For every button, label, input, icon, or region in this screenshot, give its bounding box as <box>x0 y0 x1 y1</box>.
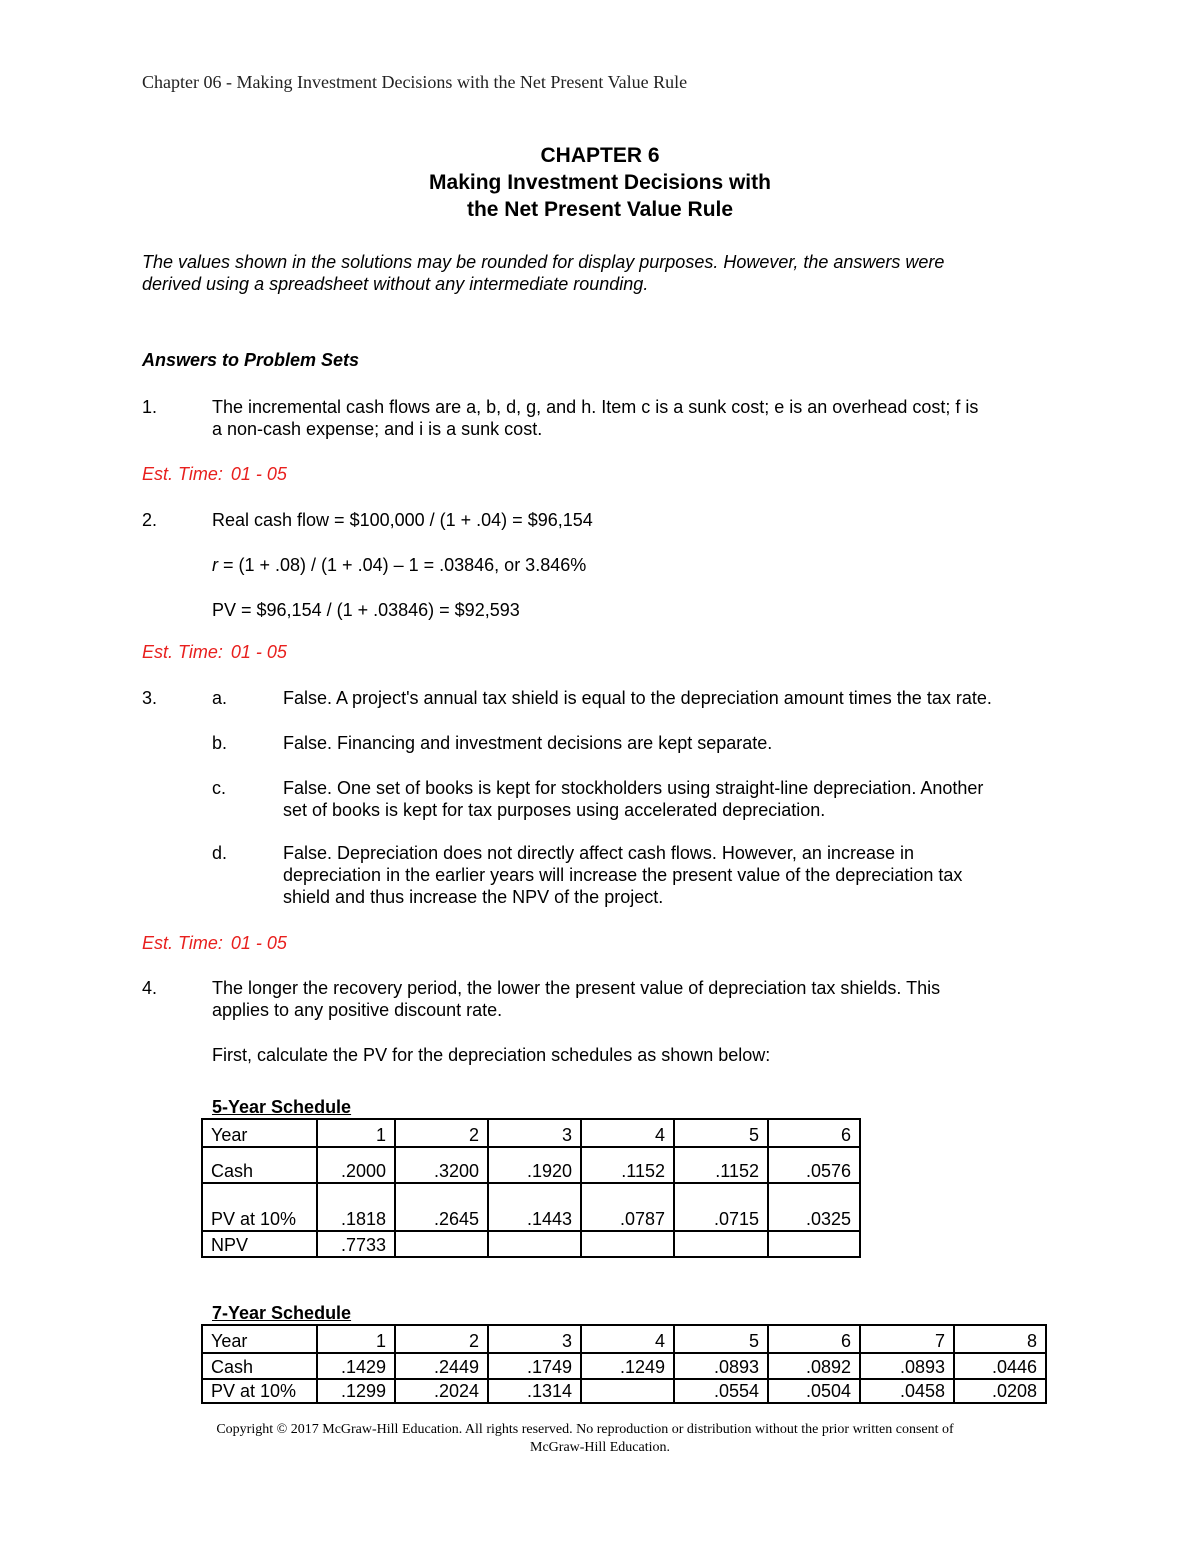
table-row <box>202 1147 860 1183</box>
section-heading: Answers to Problem Sets <box>142 350 360 370</box>
value-cell: .0504 <box>768 1379 860 1403</box>
problem-2-number: 2. <box>142 510 158 530</box>
problem-3-number: 3. <box>142 688 158 708</box>
row-label-cell: NPV <box>202 1231 317 1257</box>
value-cell: 7 <box>860 1325 954 1353</box>
value-cell: 5 <box>674 1119 768 1147</box>
table-row <box>202 1119 860 1147</box>
value-cell: .1314 <box>488 1379 581 1403</box>
est-time-1 <box>142 463 287 485</box>
value-cell: 5 <box>674 1325 768 1353</box>
value-cell: .0893 <box>674 1353 768 1379</box>
problem-1-line-2: a non-cash expense; and i is a sunk cost. <box>212 419 543 439</box>
value-cell: .1443 <box>488 1183 581 1231</box>
value-cell: .2024 <box>395 1379 488 1403</box>
problem-3a-text: False. A project's annual tax shield is equal to the depreciation amount times the tax rate. <box>283 688 992 708</box>
five-year-schedule-title: 5-Year Schedule <box>212 1097 352 1117</box>
rate-variable: r <box>212 555 218 575</box>
value-cell: 4 <box>581 1119 674 1147</box>
value-cell: 2 <box>395 1325 488 1353</box>
chapter-title <box>0 142 1200 223</box>
value-cell: 6 <box>768 1119 860 1147</box>
copyright-footer <box>0 1421 1200 1457</box>
problem-4-line-2: applies to any positive discount rate. <box>212 1000 503 1020</box>
table-row <box>202 1231 860 1257</box>
table-row <box>202 1353 1046 1379</box>
value-cell: .2449 <box>395 1353 488 1379</box>
value-cell <box>581 1379 674 1403</box>
row-label-cell: Cash <box>202 1353 317 1379</box>
value-cell: .1249 <box>581 1353 674 1379</box>
problem-4-line-1: The longer the recovery period, the lower the present value of depreciation tax shields. This <box>212 978 941 998</box>
value-cell: 6 <box>768 1325 860 1353</box>
value-cell: .1299 <box>317 1379 395 1403</box>
chapter-title-line1: Making Investment Decisions with <box>429 171 771 194</box>
est-time-label: Est. Time: <box>142 933 223 953</box>
est-time-label: Est. Time: <box>142 464 223 484</box>
est-time-value: 01 - 05 <box>230 464 287 484</box>
rounding-note <box>142 251 1062 295</box>
table-row <box>202 1325 1046 1353</box>
row-label-cell: PV at 10% <box>202 1379 317 1403</box>
table-row <box>202 1183 860 1231</box>
est-time-3 <box>142 932 287 954</box>
value-cell: .0787 <box>581 1183 674 1231</box>
problem-4-number: 4. <box>142 978 158 998</box>
value-cell: .0458 <box>860 1379 954 1403</box>
value-cell <box>488 1231 581 1257</box>
problem-3d-line-1: False. Depreciation does not directly affect cash flows. However, an increase in <box>283 843 914 863</box>
problem-3b-text: False. Financing and investment decisions are kept separate. <box>283 733 773 753</box>
value-cell: .0446 <box>954 1353 1046 1379</box>
value-cell: .1749 <box>488 1353 581 1379</box>
value-cell: .0208 <box>954 1379 1046 1403</box>
chapter-title-line2: the Net Present Value Rule <box>466 198 734 221</box>
value-cell: 4 <box>581 1325 674 1353</box>
value-cell: .3200 <box>395 1147 488 1183</box>
value-cell: .1152 <box>674 1147 768 1183</box>
value-cell: .1152 <box>581 1147 674 1183</box>
value-cell <box>674 1231 768 1257</box>
seven-year-schedule-title: 7-Year Schedule <box>212 1303 352 1323</box>
est-time-2 <box>142 641 287 663</box>
value-cell: 1 <box>317 1325 395 1353</box>
value-cell: 3 <box>488 1119 581 1147</box>
value-cell: .0325 <box>768 1183 860 1231</box>
problem-3c-text <box>283 777 1063 821</box>
row-label-cell: Cash <box>202 1147 317 1183</box>
value-cell: .0576 <box>768 1147 860 1183</box>
note-line-1: The values shown in the solutions may be rounded for display purposes. However, the answers were <box>142 252 945 272</box>
problem-2-line-2 <box>212 554 1062 576</box>
problem-3c-letter: c. <box>212 778 227 798</box>
problem-3d-line-3: shield and thus increase the NPV of the project. <box>283 887 664 907</box>
problem-1-number: 1. <box>142 397 158 417</box>
value-cell: 3 <box>488 1325 581 1353</box>
value-cell: .7733 <box>317 1231 395 1257</box>
problem-3d-line-2: depreciation in the earlier years will increase the present value of the depreciation tax <box>283 865 963 885</box>
problem-3d-letter: d. <box>212 843 228 863</box>
copyright-line-2: McGraw-Hill Education. <box>530 1440 670 1455</box>
copyright-line-1: Copyright © 2017 McGraw-Hill Education. All rights reserved. No reproduction or distribution without the prior written consent of <box>216 1422 954 1437</box>
chapter-number: CHAPTER 6 <box>540 144 660 167</box>
value-cell: .1818 <box>317 1183 395 1231</box>
value-cell: 8 <box>954 1325 1046 1353</box>
value-cell <box>581 1231 674 1257</box>
value-cell: .0554 <box>674 1379 768 1403</box>
value-cell: .2000 <box>317 1147 395 1183</box>
five-year-schedule-table <box>201 1118 861 1258</box>
problem-3c-line-2: set of books is kept for tax purposes using accelerated depreciation. <box>283 800 826 820</box>
seven-year-schedule-table <box>201 1324 1047 1404</box>
est-time-label: Est. Time: <box>142 642 223 662</box>
est-time-value: 01 - 05 <box>230 933 287 953</box>
rate-formula: = (1 + .08) / (1 + .04) – 1 = .03846, or 3.846% <box>218 555 587 575</box>
running-header: Chapter 06 - Making Investment Decisions with the Net Present Value Rule <box>142 72 688 92</box>
row-label-cell: PV at 10% <box>202 1183 317 1231</box>
problem-3b-letter: b. <box>212 733 228 753</box>
problem-1-text <box>212 396 1062 440</box>
value-cell: .1429 <box>317 1353 395 1379</box>
problem-2-line-1: Real cash flow = $100,000 / (1 + .04) = $96,154 <box>212 510 593 530</box>
row-label-cell: Year <box>202 1119 317 1147</box>
problem-1-line-1: The incremental cash flows are a, b, d, g, and h. Item c is a sunk cost; e is an overhead cost; f is <box>212 397 979 417</box>
problem-2-line-3: PV = $96,154 / (1 + .03846) = $92,593 <box>212 600 520 620</box>
note-line-2: derived using a spreadsheet without any intermediate rounding. <box>142 274 649 294</box>
problem-3a-letter: a. <box>212 688 228 708</box>
problem-4-text <box>212 977 1062 1021</box>
value-cell <box>395 1231 488 1257</box>
value-cell: .1920 <box>488 1147 581 1183</box>
table-row <box>202 1379 1046 1403</box>
value-cell: .0893 <box>860 1353 954 1379</box>
value-cell: 2 <box>395 1119 488 1147</box>
est-time-value: 01 - 05 <box>230 642 287 662</box>
value-cell: .0892 <box>768 1353 860 1379</box>
problem-3d-text <box>283 842 1063 908</box>
problem-3c-line-1: False. One set of books is kept for stockholders using straight-line depreciation. Another <box>283 778 984 798</box>
value-cell: .0715 <box>674 1183 768 1231</box>
problem-4-line-3: First, calculate the PV for the depreciation schedules as shown below: <box>212 1045 771 1065</box>
value-cell: 1 <box>317 1119 395 1147</box>
value-cell: .2645 <box>395 1183 488 1231</box>
value-cell <box>768 1231 860 1257</box>
row-label-cell: Year <box>202 1325 317 1353</box>
